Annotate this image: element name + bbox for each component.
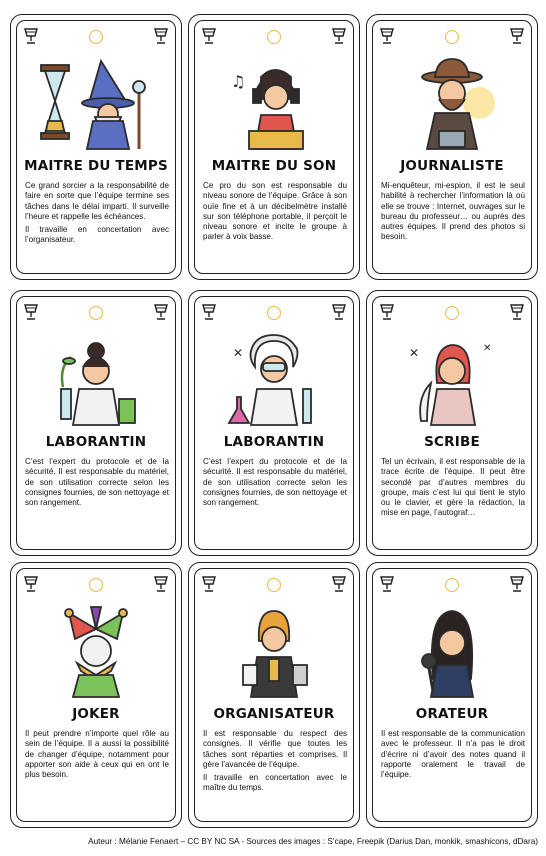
role-cards-grid — [10, 14, 538, 832]
svg-text:✕: ✕ — [233, 346, 244, 360]
trophy-icon — [509, 303, 525, 321]
trophy-icon — [331, 303, 347, 321]
card-paragraph: Il est responsable de la communication avec le professeur. Il n’a pas le droit d’écrire ni d’avoir des notes quand il rapporte oralement le travail de l’équipe. — [381, 729, 525, 780]
card-description — [203, 457, 347, 508]
role-card-joker — [10, 562, 182, 828]
trophy-icon — [153, 27, 169, 45]
card-title: ORATEUR — [415, 706, 489, 722]
trophy-icon — [201, 27, 217, 45]
credits-footer: Auteur : Mélanie Fenaert – CC BY NC SA - Sources des images : S’cape, Freepik (Darius Dan, monkik, smashicons, dDara) — [88, 837, 538, 846]
card-description — [25, 457, 169, 508]
hole-punch — [267, 578, 281, 592]
trophy-icon — [23, 27, 39, 45]
organizer-icon — [189, 599, 359, 699]
trophy-icon — [379, 303, 395, 321]
card-description — [381, 729, 525, 780]
scientist-man-icon — [189, 327, 359, 427]
hole-punch — [445, 578, 459, 592]
trophy-icon — [201, 575, 217, 593]
trophy-icon — [509, 575, 525, 593]
role-card-scribe — [366, 290, 538, 556]
card-description — [25, 181, 169, 246]
hole-punch — [445, 30, 459, 44]
svg-text:✕: ✕ — [483, 343, 492, 354]
role-card-laborantin-2 — [188, 290, 360, 556]
writer-quill-icon — [367, 327, 537, 427]
card-title: SCRIBE — [424, 434, 480, 450]
scientist-woman-icon — [11, 327, 181, 427]
dj-headphones-icon — [189, 51, 359, 151]
card-title: MAITRE DU TEMPS — [24, 158, 168, 174]
card-description — [203, 181, 347, 243]
trophy-icon — [23, 303, 39, 321]
card-title: LABORANTIN — [223, 434, 325, 450]
trophy-icon — [379, 575, 395, 593]
trophy-icon — [331, 575, 347, 593]
card-description — [25, 729, 169, 780]
card-paragraph: Il travaille en concertation avec le maître du temps. — [203, 773, 347, 793]
trophy-icon — [153, 575, 169, 593]
card-paragraph: C’est l’expert du protocole et de la sécurité. Il est responsable du matériel, de son utilisation correcte selon les consignes fournies, de son nettoyage et son rangement. — [203, 457, 347, 508]
trophy-icon — [201, 303, 217, 321]
hole-punch — [267, 306, 281, 320]
detective-icon — [367, 51, 537, 151]
card-title: JOURNALISTE — [400, 158, 504, 174]
role-card-maitre-du-temps — [10, 14, 182, 280]
trophy-icon — [509, 27, 525, 45]
role-card-orateur — [366, 562, 538, 828]
hole-punch — [89, 306, 103, 320]
trophy-icon — [23, 575, 39, 593]
trophy-icon — [379, 27, 395, 45]
hole-punch — [89, 578, 103, 592]
role-card-maitre-du-son — [188, 14, 360, 280]
role-card-organisateur — [188, 562, 360, 828]
card-title: MAITRE DU SON — [211, 158, 337, 174]
card-paragraph: Ce grand sorcier a la responsabilité de faire en sorte que l’équipe termine ses tâches dans le délai imparti. Il surveille l’heure et rappelle les échéances. — [25, 181, 169, 221]
svg-text:✕: ✕ — [409, 346, 420, 360]
card-paragraph: Ce pro du son est responsable du niveau sonore de l’équipe. Grâce à son ouïe fine et à un décibelmètre installé sur son téléphone portable, il perçoit le niveau sonore et incite le groupe à parler à voix basse. — [203, 181, 347, 242]
card-title: LABORANTIN — [45, 434, 147, 450]
card-title: ORGANISATEUR — [213, 706, 335, 722]
speaker-microphone-icon — [367, 599, 537, 699]
svg-text:♫: ♫ — [231, 72, 246, 91]
card-description — [203, 729, 347, 794]
card-description — [381, 457, 525, 519]
hole-punch — [89, 30, 103, 44]
card-paragraph: C’est l’expert du protocole et de la sécurité. Il est responsable du matériel, de son utilisation correcte selon les consignes fournies, de son nettoyage et son rangement. — [25, 457, 169, 508]
card-description — [381, 181, 525, 243]
card-paragraph: Il travaille en concertation avec l’organisateur. — [25, 225, 169, 245]
card-paragraph: Mi-enquêteur, mi-espion, il est le seul habilité à rechercher l’information là où elle se trouve : Internet, ouvrages sur le bureau du professeur… ou auprès des autres équipes. Il prend des photos si besoin. — [381, 181, 525, 242]
hole-punch — [267, 30, 281, 44]
card-paragraph: Il est responsable du respect des consignes. Il vérifie que toutes les tâches sont réparties et comprises. Il gère l’avancée de l’équipe. — [203, 729, 347, 769]
card-paragraph: Tel un écrivain, il est responsable de la trace écrite de l’équipe. Il peut être secondé par d’autres membres du groupe, mais c’est lui qui tient le stylo ou le clavier, et gère la rédaction, la mise en page, l’autograf… — [381, 457, 525, 518]
role-card-journaliste — [366, 14, 538, 280]
hole-punch — [445, 306, 459, 320]
role-card-laborantin-1 — [10, 290, 182, 556]
card-title: JOKER — [72, 706, 120, 722]
jester-icon — [11, 599, 181, 699]
trophy-icon — [331, 27, 347, 45]
card-paragraph: Il peut prendre n’importe quel rôle au sein de l’équipe. Il a aussi la possibilité de changer d’équipe, notamment pour apporter son aide à ceux qui en ont le plus besoin. — [25, 729, 169, 780]
trophy-icon — [153, 303, 169, 321]
wizard-hourglass-icon — [11, 51, 181, 151]
